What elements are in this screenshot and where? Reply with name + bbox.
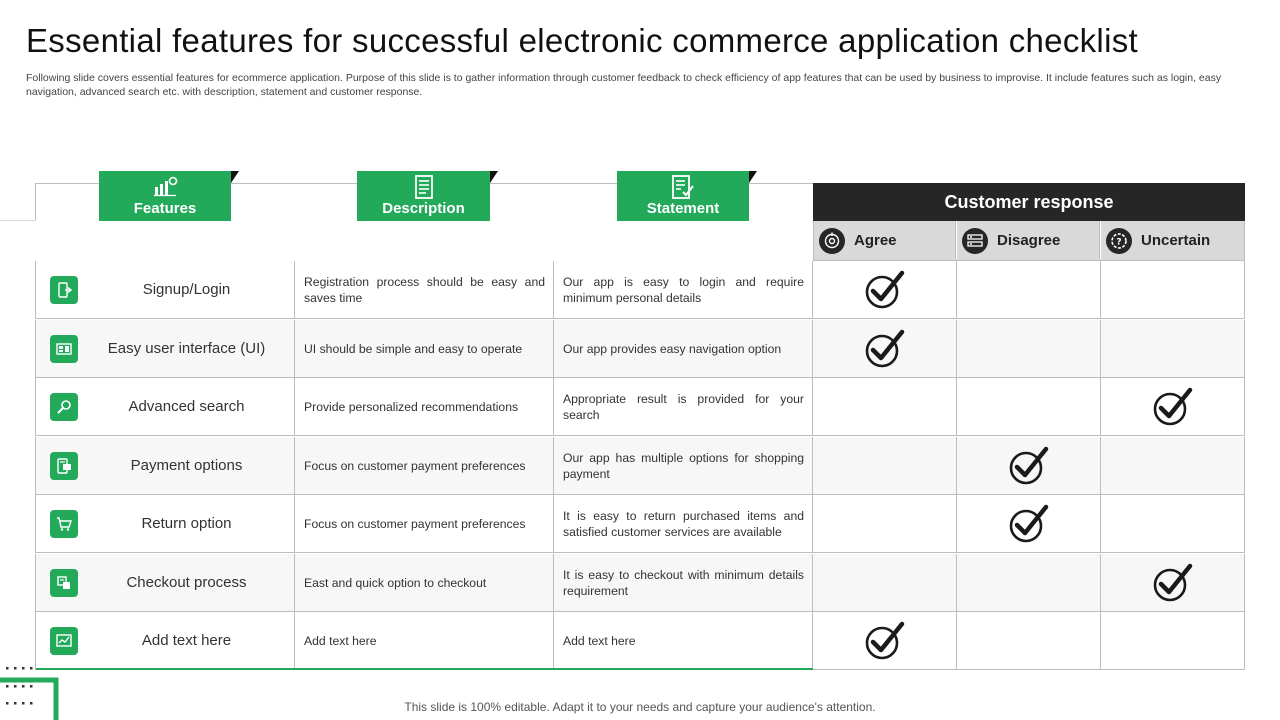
description-text: Focus on customer payment preferences (304, 458, 526, 473)
uncertain-cell (1100, 378, 1245, 435)
feature-cell (35, 495, 295, 552)
table-row (35, 495, 1245, 553)
statement-text: Our app has multiple options for shopping payment (563, 450, 804, 481)
disagree-cell (956, 554, 1101, 611)
feature-name: Easy user interface (UI) (107, 340, 266, 357)
disagree-cell (956, 612, 1101, 669)
checkmark-icon (1152, 563, 1194, 603)
table-row (35, 437, 1245, 495)
description-header-tab (357, 171, 490, 221)
uncertain-cell (1100, 495, 1245, 552)
page-subtitle: Following slide covers essential features for ecommerce application. Purpose of this slide is to gather information through customer feedback to check efficiency of app features that can be used by business to improvise. It include features such as login, easy navigation, advanced search etc. with description, statement and customer response. (26, 72, 1222, 98)
statement-cell (553, 554, 813, 611)
payment-icon (50, 452, 78, 480)
description-text: Focus on customer payment preferences (304, 516, 526, 531)
disagree-cell (956, 320, 1101, 377)
table-row (35, 320, 1245, 378)
feature-cell (35, 261, 295, 318)
statement-cell (553, 378, 813, 435)
footer-note: This slide is 100% editable. Adapt it to your needs and capture your audience's attention. (404, 700, 876, 714)
agree-cell (812, 495, 957, 552)
description-text: East and quick option to checkout (304, 575, 487, 590)
uncertain-label: Uncertain (1141, 232, 1211, 249)
statement-cell (553, 437, 813, 494)
accent-line (36, 668, 813, 670)
document-icon (357, 175, 490, 199)
uncertain-cell (1100, 261, 1245, 318)
statement-text: Our app is easy to login and require minimum personal details (563, 274, 804, 305)
agree-cell (812, 378, 957, 435)
agree-cell (812, 437, 957, 494)
tab-fold (231, 171, 239, 183)
description-cell (294, 378, 554, 435)
description-header-label: Description (382, 200, 465, 217)
agree-cell (812, 261, 957, 318)
table-row (35, 612, 1245, 670)
feature-cell (35, 554, 295, 611)
disagree-cell (956, 437, 1101, 494)
disagree-cell (956, 261, 1101, 318)
table-row (35, 261, 1245, 319)
description-cell (294, 320, 554, 377)
statement-cell (553, 320, 813, 377)
statement-text: It is easy to checkout with minimum details requirement (563, 567, 804, 598)
statement-cell (553, 261, 813, 318)
checkmark-icon (864, 621, 906, 661)
feature-name: Add text here (141, 632, 232, 649)
settings-list-icon (962, 228, 988, 254)
tab-fold (490, 171, 498, 183)
description-text: Registration process should be easy and saves time (304, 274, 545, 305)
agree-cell (812, 554, 957, 611)
uncertain-header (1101, 221, 1245, 260)
uncertain-cell (1100, 437, 1245, 494)
checkmark-icon (1008, 504, 1050, 544)
statement-cell (553, 495, 813, 552)
target-icon (819, 228, 845, 254)
agree-cell (812, 320, 957, 377)
customer-response-header: Customer response (813, 183, 1245, 221)
interface-icon (50, 335, 78, 363)
cart-icon (50, 510, 78, 538)
statement-text: It is easy to return purchased items and satisfied customer services are available (563, 508, 804, 539)
statement-icon (617, 175, 749, 199)
feature-name: Return option (141, 515, 232, 532)
description-text: Add text here (304, 633, 377, 648)
uncertain-cell (1100, 320, 1245, 377)
chart-icon (50, 627, 78, 655)
feature-cell (35, 320, 295, 377)
feature-name: Payment options (130, 457, 243, 474)
statement-header-tab (617, 171, 749, 221)
feature-cell (35, 378, 295, 435)
uncertain-cell (1100, 612, 1245, 669)
checkmark-icon (1152, 387, 1194, 427)
feature-cell (35, 437, 295, 494)
checkmark-icon (864, 329, 906, 369)
table-row (35, 554, 1245, 612)
statement-header-label: Statement (646, 200, 720, 217)
statement-cell (553, 612, 813, 669)
chart-icon (99, 175, 231, 199)
statement-text: Our app provides easy navigation option (563, 341, 782, 356)
description-cell (294, 612, 554, 669)
feature-name: Advanced search (128, 398, 245, 415)
features-header-tab (99, 171, 231, 221)
description-cell (294, 437, 554, 494)
checkmark-icon (1008, 446, 1050, 486)
description-cell (294, 261, 554, 318)
disagree-label: Disagree (997, 232, 1061, 249)
statement-text: Appropriate result is provided for your search (563, 391, 804, 422)
uncertain-cell (1100, 554, 1245, 611)
disagree-header (957, 221, 1100, 260)
tab-fold (749, 171, 757, 183)
disagree-cell (956, 495, 1101, 552)
features-header-label: Features (133, 200, 197, 217)
feature-cell (35, 612, 295, 669)
agree-header (813, 221, 956, 260)
svg-text:?: ? (1116, 237, 1122, 247)
agree-cell (812, 612, 957, 669)
checkmark-icon (864, 270, 906, 310)
feature-name: Signup/Login (142, 281, 231, 298)
divider (0, 220, 36, 221)
description-text: UI should be simple and easy to operate (304, 341, 523, 356)
question-gear-icon (1106, 228, 1132, 254)
agree-label: Agree (854, 232, 897, 249)
search-icon (50, 393, 78, 421)
checkout-icon (50, 569, 78, 597)
disagree-cell (956, 378, 1101, 435)
feature-name: Checkout process (126, 574, 247, 591)
description-text: Provide personalized recommendations (304, 399, 519, 414)
login-icon (50, 276, 78, 304)
description-cell (294, 554, 554, 611)
statement-text: Add text here (563, 633, 636, 648)
page-title: Essential features for successful electronic commerce application checklist (26, 22, 1138, 59)
description-cell (294, 495, 554, 552)
table-row (35, 378, 1245, 436)
table-left-border (35, 183, 36, 221)
